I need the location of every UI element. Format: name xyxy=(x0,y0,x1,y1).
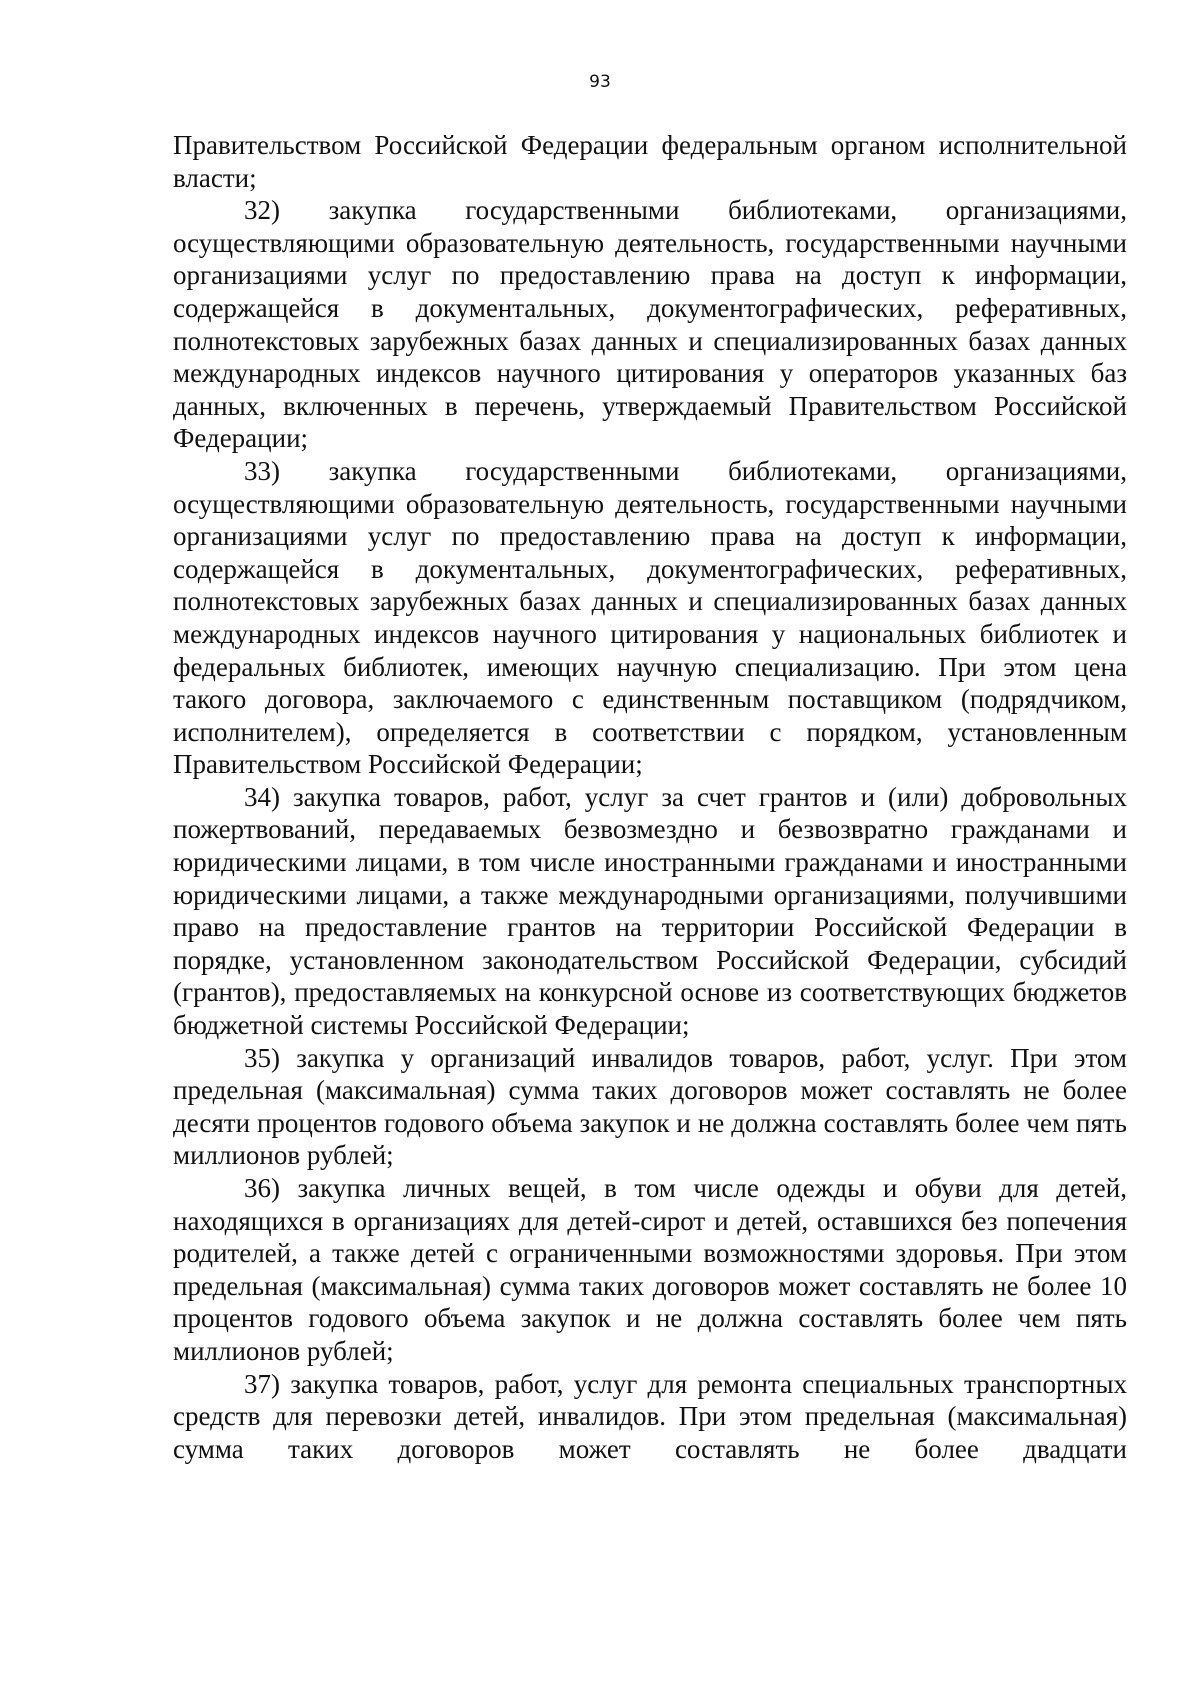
paragraph-item-36: 36) закупка личных вещей, в том числе одежды и обуви для детей, находящихся в организациях для детей-сирот и детей, оставшихся без попечения родителей, а также детей с ограниченными возможностями здоровья. При этом предельная (максимальная) сумма таких договоров может составлять не более 10 процентов годового объема закупок и не должна составлять более чем пять миллионов рублей; xyxy=(173,1173,1127,1366)
document-body xyxy=(173,129,1127,1465)
paragraph-continuation: Правительством Российской Федерации федеральным органом исполнительной власти; xyxy=(173,130,1127,193)
page-number: 93 xyxy=(589,72,611,92)
paragraph-item-34: 34) закупка товаров, работ, услуг за счет грантов и (или) добровольных пожертвований, передаваемых безвозмездно и безвозвратно гражданами и юридическими лицами, в том числе иностранными гражданами и иностранными юридическими лицами, а также международными организациями, получившими право на предоставление грантов на территории Российской Федерации в порядке, установленном законодательством Российской Федерации, субсидий (грантов), предоставляемых на конкурсной основе из соответствующих бюджетов бюджетной системы Российской Федерации; xyxy=(173,781,1127,1041)
paragraph-item-32: 32) закупка государственными библиотеками, организациями, осуществляющими образовательную деятельность, государственными научными организациями услуг по предоставлению права на доступ к информации, содержащейся в документальных, документографических, реферативных, полнотекстовых зарубежных базах данных и специализированных базах данных международных индексов научного цитирования у операторов указанных баз данных, включенных в перечень, утверждаемый Правительством Российской Федерации; xyxy=(173,195,1127,454)
paragraph-item-35: 35) закупка у организаций инвалидов товаров, работ, услуг. При этом предельная (максимальная) сумма таких договоров может составлять не более десяти процентов годового объема закупок и не должна составлять более чем пять миллионов рублей; xyxy=(173,1042,1127,1171)
paragraph-item-37: 37) закупка товаров, работ, услуг для ремонта специальных транспортных средств для перевозки детей, инвалидов. При этом предельная (максимальная) сумма таких договоров может составлять не более двадцати xyxy=(173,1368,1127,1464)
paragraph-item-33: 33) закупка государственными библиотеками, организациями, осуществляющими образовательную деятельность, государственными научными организациями услуг по предоставлению права на доступ к информации, содержащейся в документальных, документографических, реферативных, полнотекстовых зарубежных базах данных и специализированных базах данных международных индексов научного цитирования у национальных библиотек и федеральных библиотек, имеющих научную специализацию. При этом цена такого договора, заключаемого с единственным поставщиком (подрядчиком, исполнителем), определяется в соответствии с порядком, установленным Правительством Российской Федерации; xyxy=(173,455,1127,780)
